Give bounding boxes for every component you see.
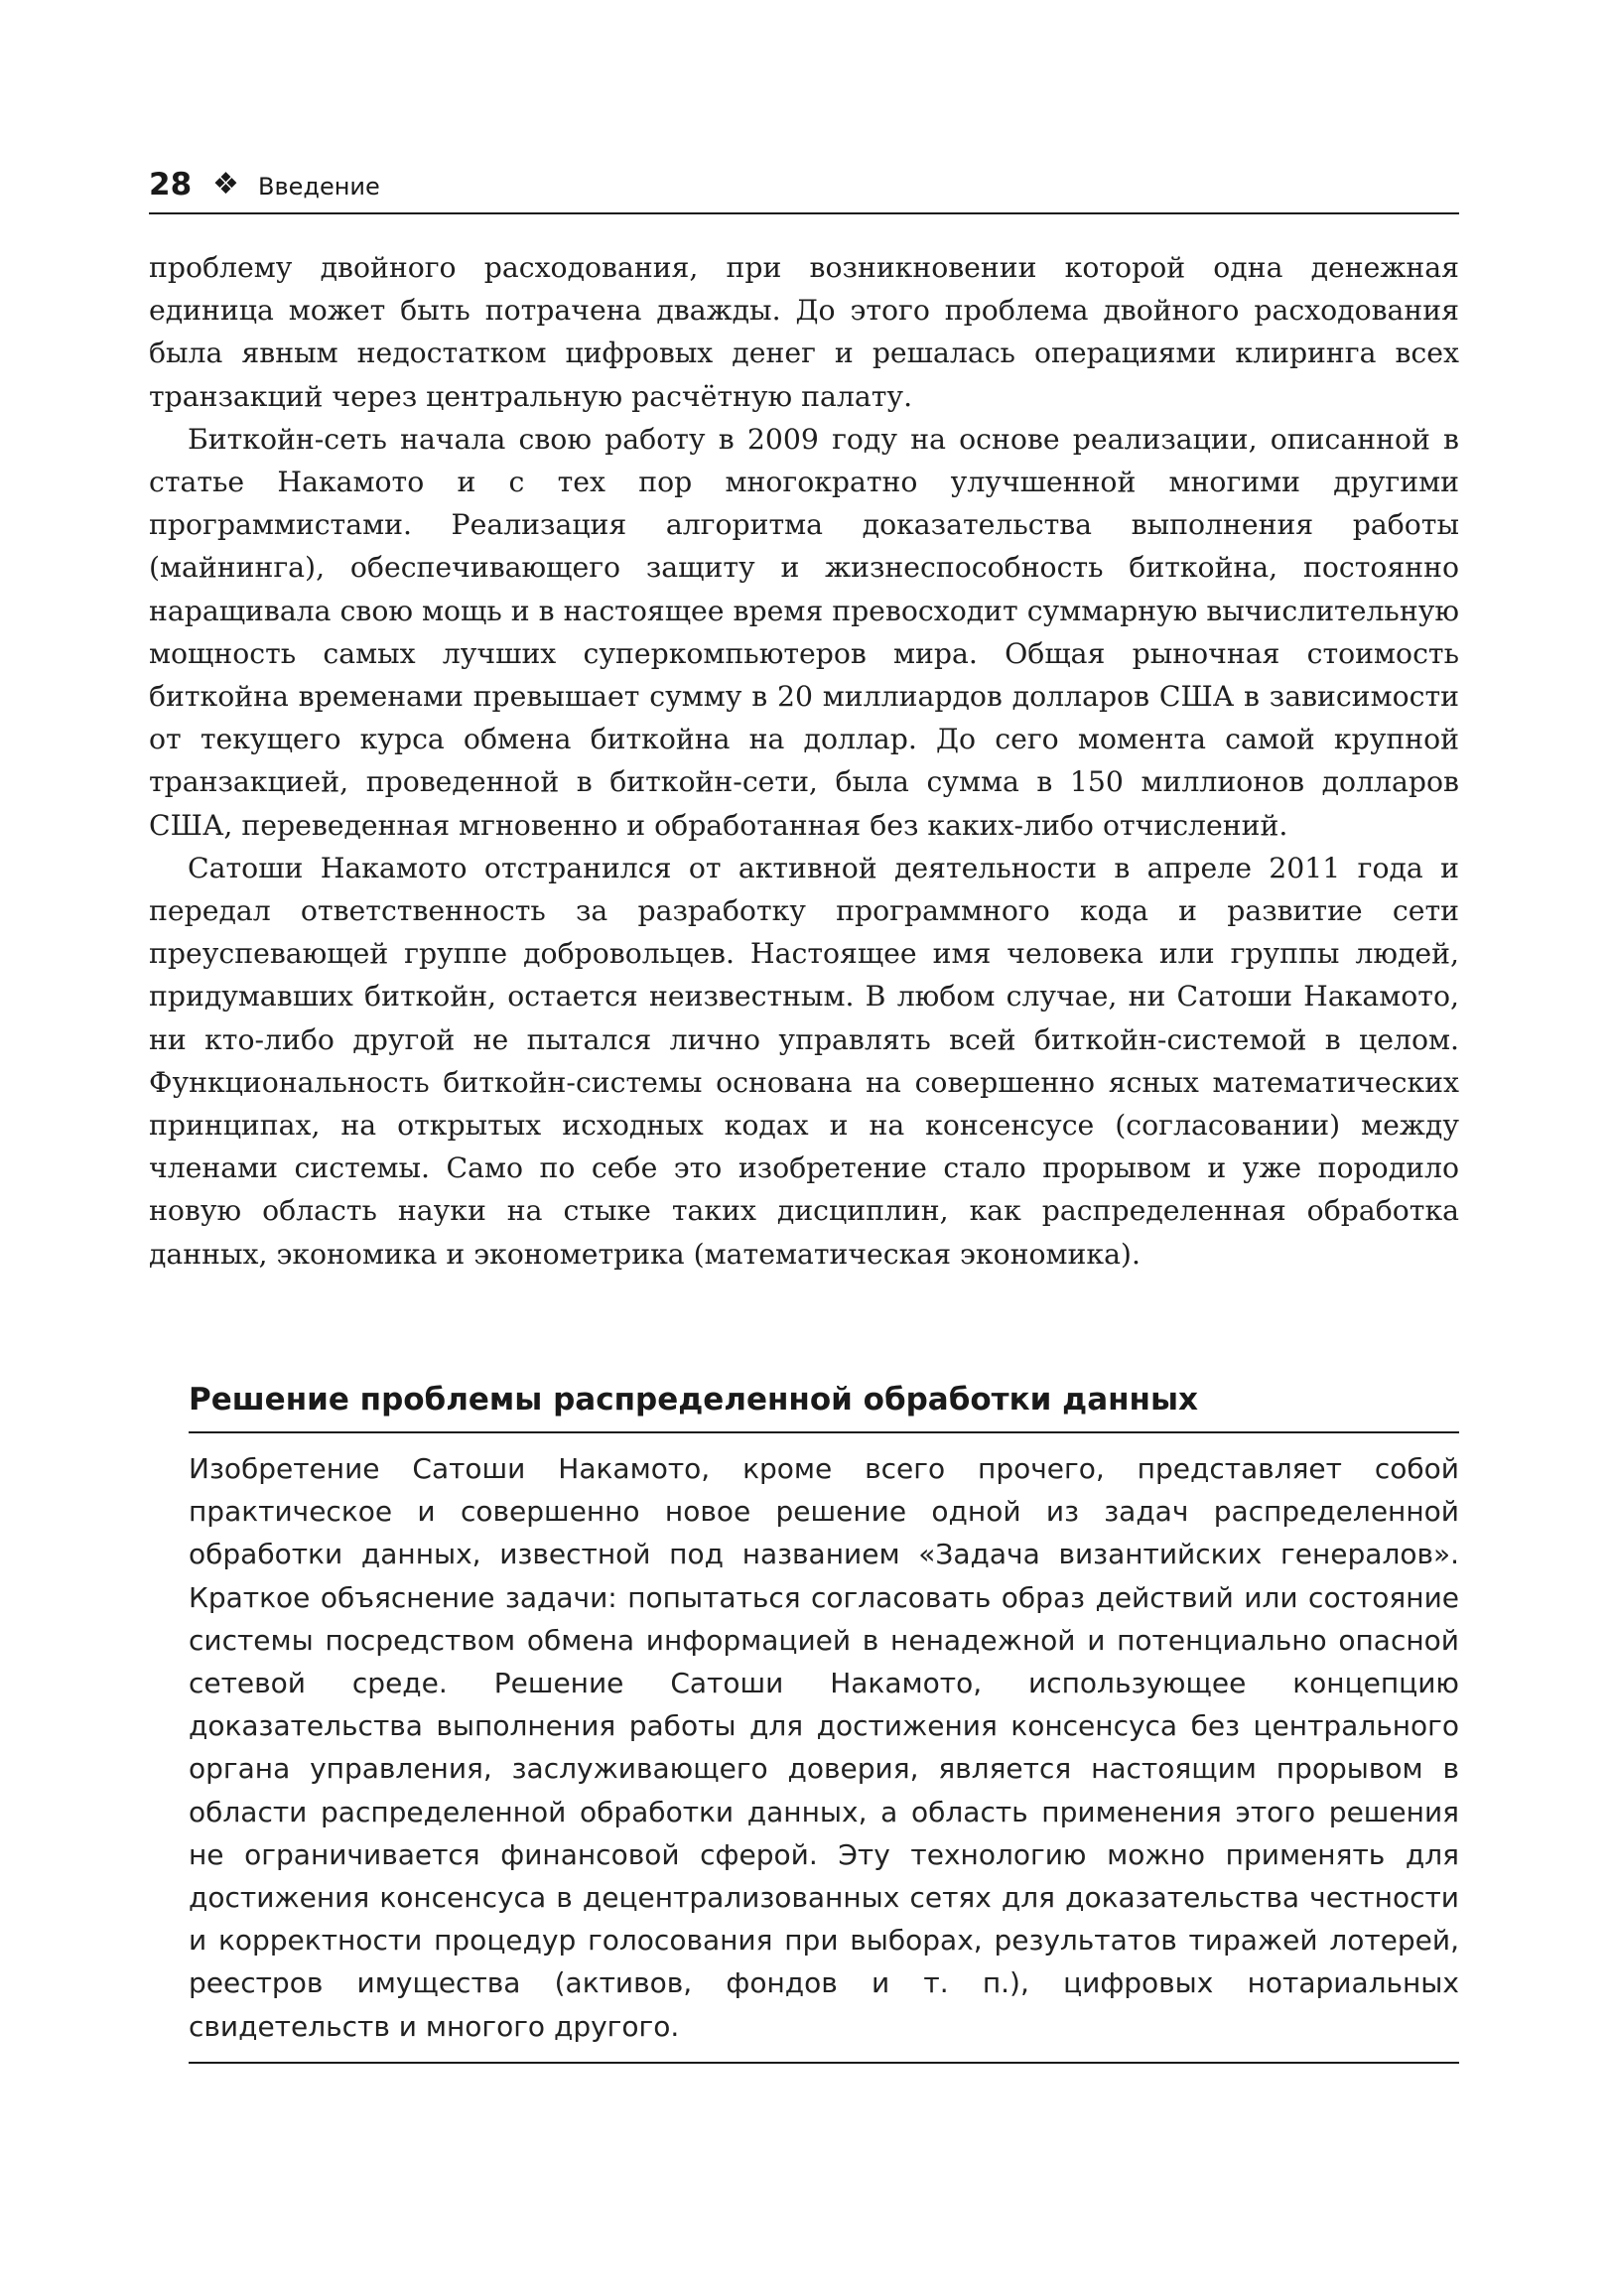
sidebar-body: Изобретение Сатоши Накамото, кроме всего прочего, представляет собой практическое и совершенно новое решение одной из задач распределенной обработки данных, известной под названием «Задача византийских генералов». Краткое объяснение задачи: попытаться согласовать образ действий или состояние системы посредством обмена информацией в ненадежной и потенциально опасной сетевой среде. Решение Сатоши Накамото, использующее концепцию доказательства выполнения работы для достижения консенсуса без центрального органа управления, заслуживающего доверия, является настоящим прорывом в области распределенной обработки данных, а область применения этого решения не ограничивается финансовой сферой. Эту технологию можно применять для достижения консенсуса в децентрализованных сетях для доказательства честности и корректности процедур голосования при выборах, результатов тиражей лотерей, реестров имущества (активов, фондов и т. п.), цифровых нотариальных свидетельств и многого другого. <box>189 1447 1459 2064</box>
main-text <box>149 246 1459 1276</box>
page-number: 28 <box>149 167 193 203</box>
sidebar-title: Решение проблемы распределенной обработки данных <box>189 1378 1459 1433</box>
running-head <box>149 163 1459 214</box>
chapter-title: Введение <box>258 173 380 201</box>
sidebar-box <box>189 1378 1459 2064</box>
paragraph: проблему двойного расходования, при возникновении которой одна денежная единица может быть потрачена дважды. До этого проблема двойного расходования была явным недостатком цифровых денег и решалась операциями клиринга всех транзакций через центральную расчётную палату. <box>149 251 1459 413</box>
paragraph: Сатоши Накамото отстранился от активной деятельности в апреле 2011 года и передал ответственность за разработку программного кода и развитие сети преуспевающей группе добровольцев. Настоящее имя человека или группы людей, придумавших биткойн, остается неизвестным. В любом случае, ни Сатоши Накамото, ни кто-либо другой не пытался лично управлять всей биткойн-системой в целом. Функциональность биткойн-системы основана на совершенно ясных математических принципах, на открытых исходных кодах и на консенсусе (согласовании) между членами системы. Само по себе это изобретение стало прорывом и уже породило новую область науки на стыке таких дисциплин, как распределенная обработка данных, экономика и эконометрика (математическая экономика). <box>149 851 1459 1271</box>
ornament-icon: ❖ <box>212 167 239 202</box>
paragraph: Биткойн-сеть начала свою работу в 2009 году на основе реализации, описанной в статье Накамото и с тех пор многократно улучшенной многими другими программистами. Реализация алгоритма доказательства выполнения работы (майнинга), обеспечивающего защиту и жизнеспособность биткойна, постоянно наращивала свою мощь и в настоящее время превосходит суммарную вычислительную мощность самых лучших суперкомпьютеров мира. Общая рыночная стоимость биткойна временами превышает сумму в 20 миллиардов долларов США в зависимости от текущего курса обмена биткойна на доллар. До сего момента самой крупной транзакцией, проведенной в биткойн-сети, была сумма в 150 миллионов долларов США, переведенная мгновенно и обработанная без каких-либо отчислений. <box>149 422 1459 842</box>
